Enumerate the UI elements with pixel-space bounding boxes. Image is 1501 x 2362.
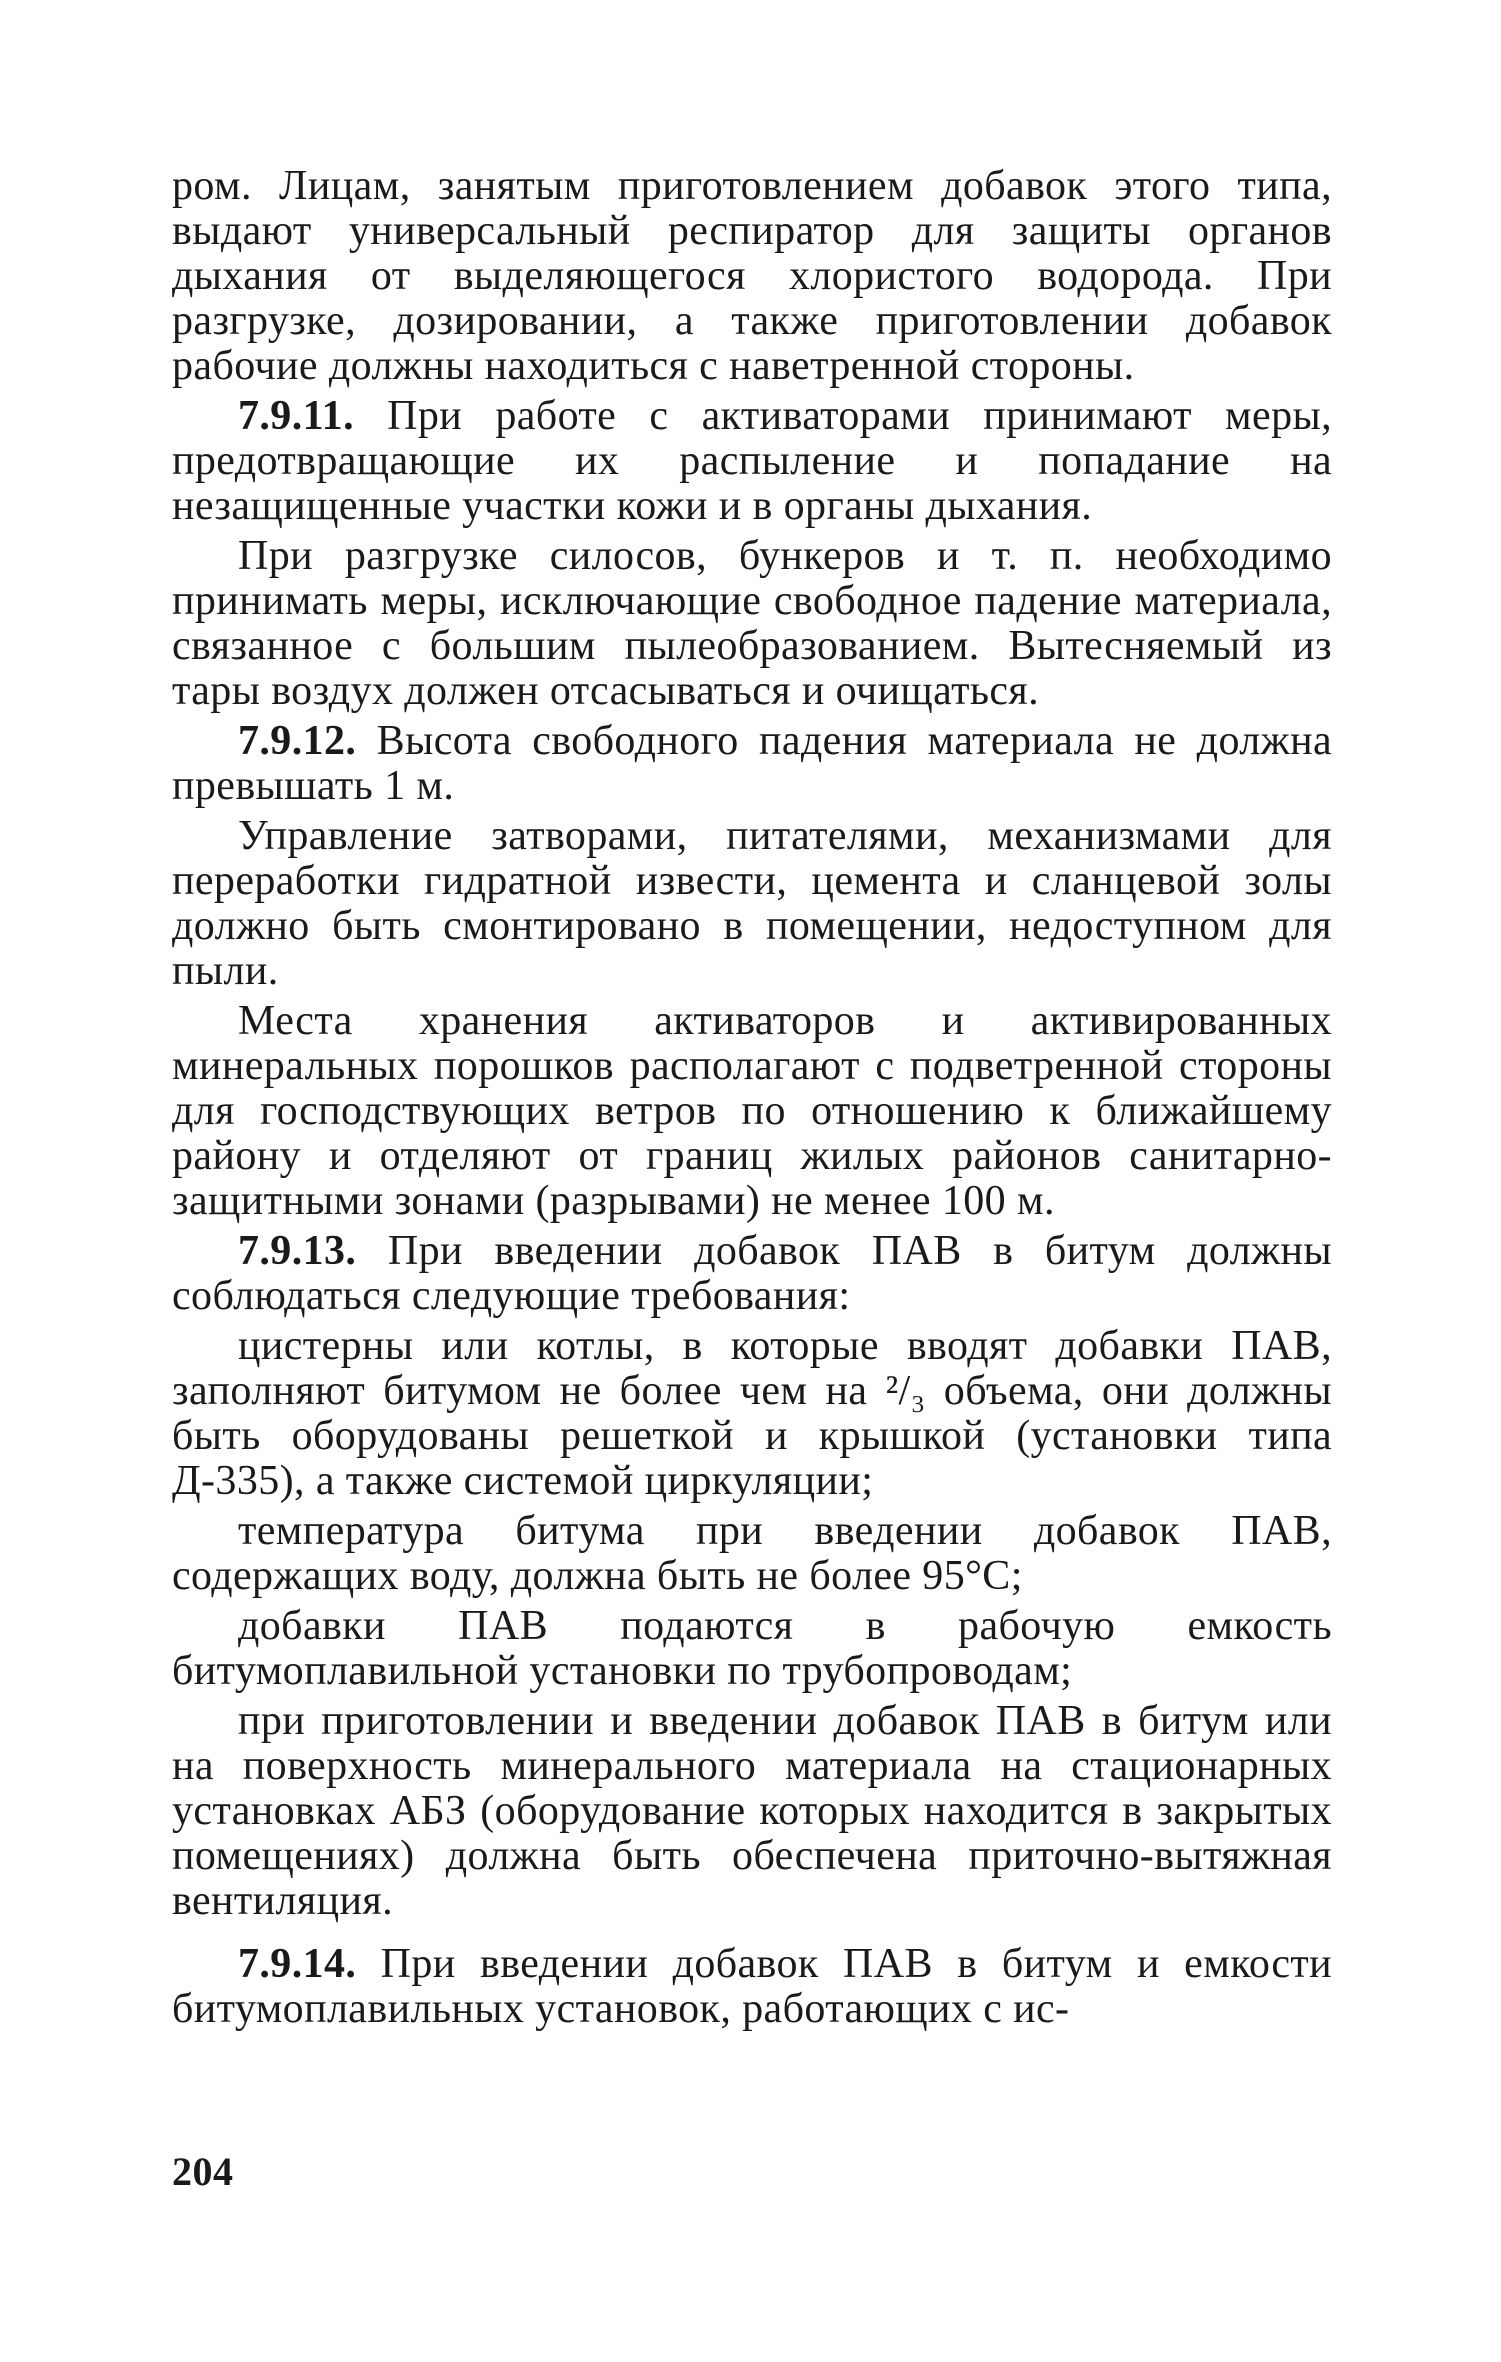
body-text — [172, 164, 1332, 2037]
paragraph-text: Места хранения активаторов и активированных минеральных порошков располагают с подветренной стороны для господствующих ветров по отношению к ближайшему району и отделяют от границ жилых районов санитарно-защитными зонами (разрывами) не менее 100 м. — [172, 998, 1332, 1224]
paragraph-text: ром. Лицам, занятым приготовлением добавок этого типа, выдают универсальный респиратор для защиты органов дыхания от выделяющегося хлористого водорода. При разгрузке, дозировании, а также приготовлении добавок рабочие должны находиться с наветренной стороны. — [172, 163, 1332, 389]
section-7-9-11 — [172, 394, 1332, 529]
paragraph-text: При введении добавок ПАВ в битум должны соблюдаться следующие требования: — [172, 1228, 1332, 1319]
paragraph-text: цистерны или котлы, в которые вводят добавки ПАВ, заполняют битумом не более чем на ²/₃ объема, они должны быть оборудованы решеткой и крышкой (установки типа Д-335), а также системой циркуляции; — [172, 1323, 1332, 1504]
section-7-9-13 — [172, 1229, 1332, 1319]
section-7-9-12 — [172, 719, 1332, 809]
list-item — [172, 1699, 1332, 1924]
list-item — [172, 1509, 1332, 1599]
page-number: 204 — [172, 2149, 234, 2194]
section-number: 7.9.12. — [238, 718, 357, 764]
paragraph-text: температура битума при введении добавок ПАВ, содержащих воду, должна быть не более 95°С; — [172, 1508, 1332, 1599]
paragraph-text: При введении добавок ПАВ в битум и емкости битумоплавильных установок, работающих с ис- — [172, 1941, 1332, 2032]
list-item — [172, 1324, 1332, 1504]
section-number: 7.9.14. — [238, 1941, 357, 1987]
paragraph-text: Управление затворами, питателями, механизмами для переработки гидратной извести, цемента и сланцевой золы должно быть смонтировано в помещении, недоступном для пыли. — [172, 813, 1332, 994]
paragraph-text: Высота свободного падения материала не должна превышать 1 м. — [172, 718, 1332, 809]
paragraph — [172, 814, 1332, 994]
paragraph-text: добавки ПАВ подаются в рабочую емкость битумоплавильной установки по трубопроводам; — [172, 1603, 1332, 1694]
list-item — [172, 1604, 1332, 1694]
paragraph-text: При разгрузке силосов, бункеров и т. п. необходимо принимать меры, исключающие свободное падение материала, связанное с большим пылеобразованием. Вытесняемый из тары воздух должен отсасываться и очищаться. — [172, 533, 1332, 714]
section-number: 7.9.13. — [238, 1228, 357, 1274]
paragraph-text: При работе с активаторами принимают меры, предотвращающие их распыление и попадание на незащищенные участки кожи и в органы дыхания. — [172, 393, 1332, 529]
section-number: 7.9.11. — [238, 393, 354, 439]
section-7-9-14 — [172, 1942, 1332, 2032]
paragraph — [172, 534, 1332, 714]
paragraph-text: при приготовлении и введении добавок ПАВ в битум или на поверхность минерального материала на стационарных установках АБЗ (оборудование которых находится в закрытых помещениях) должна быть обеспечена приточно-вытяжная вентиляция. — [172, 1698, 1332, 1924]
paragraph — [172, 164, 1332, 389]
paragraph — [172, 999, 1332, 1224]
